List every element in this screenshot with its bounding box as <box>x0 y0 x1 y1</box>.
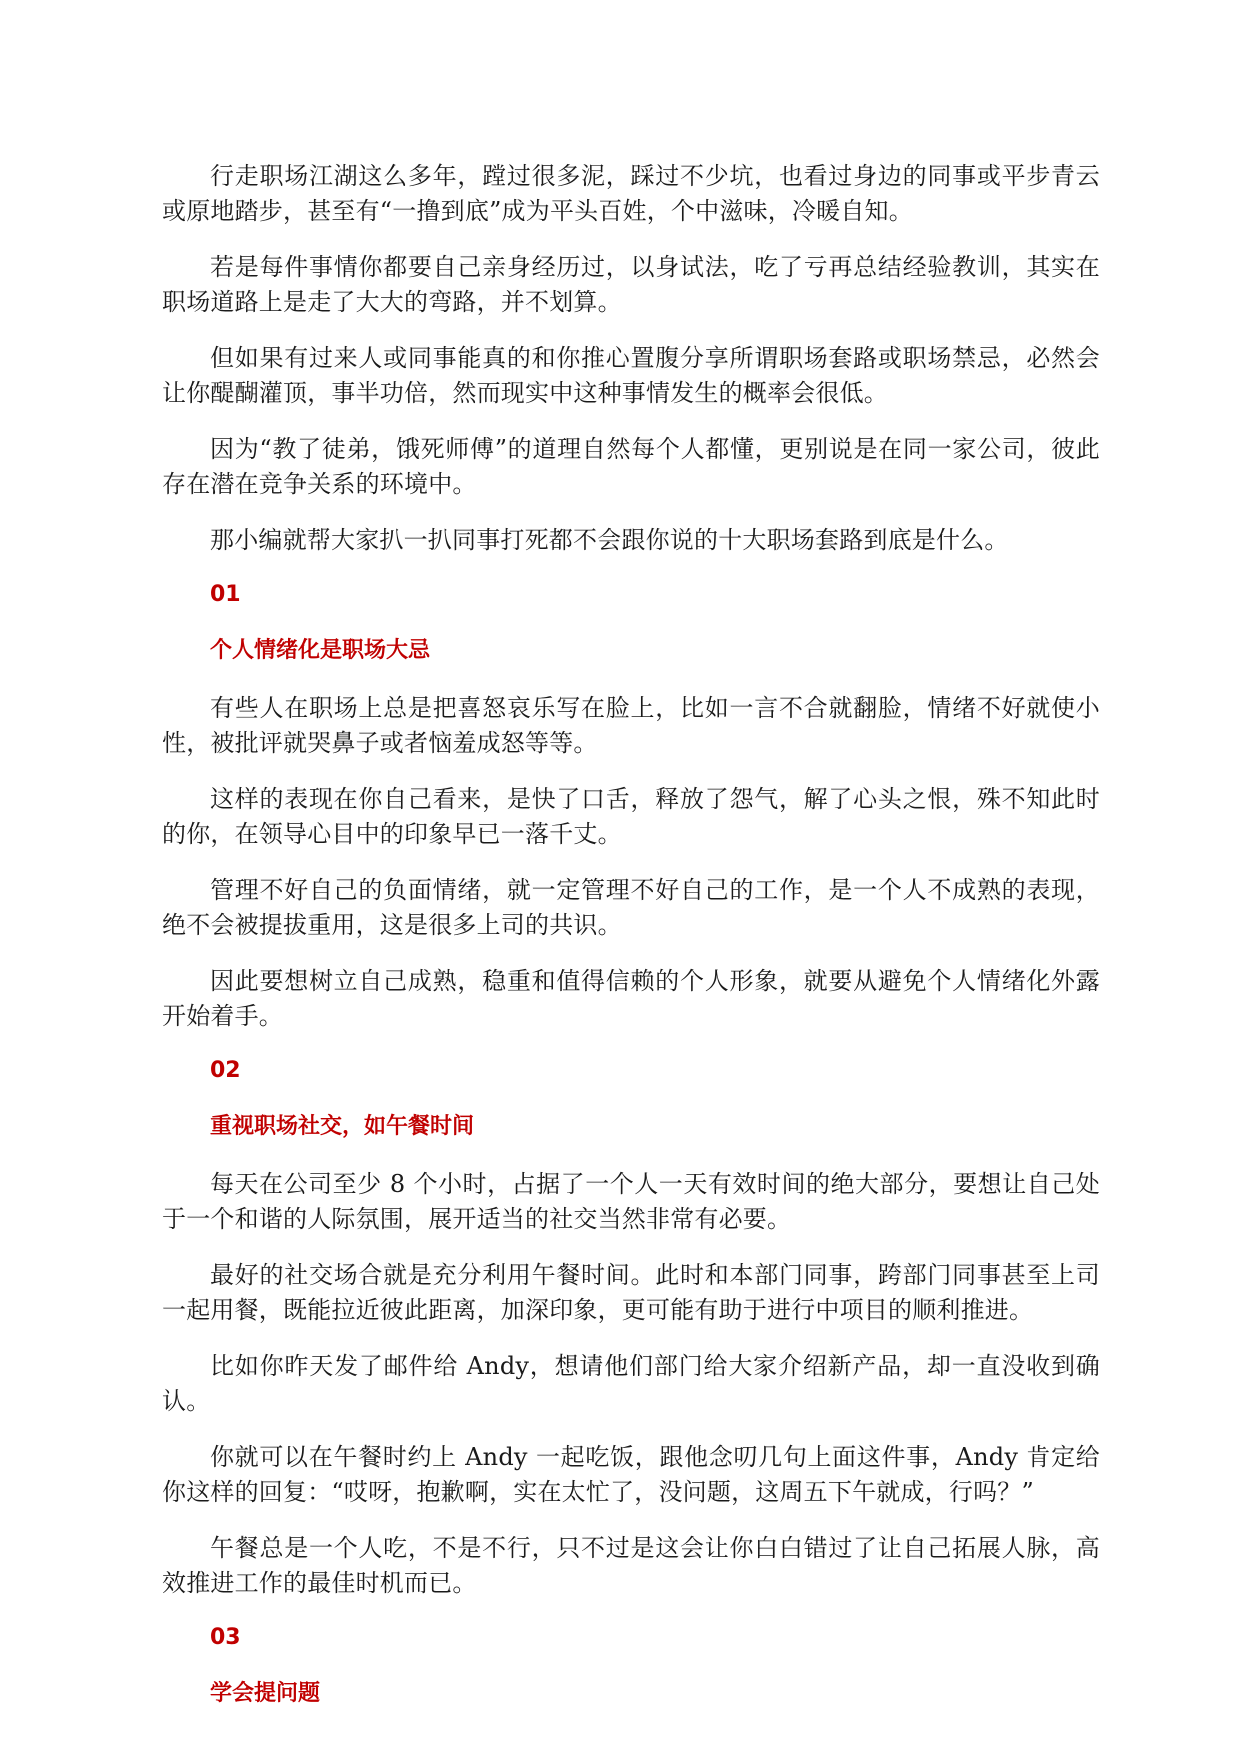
document-page <box>162 159 1100 1734</box>
section-2-paragraph-4: 你就可以在午餐时约上 Andy 一起吃饭，跟他念叨几句上面这件事，Andy 肯定给你这样的回复：“哎呀，抱歉啊，实在太忙了，没问题，这周五下午就成，行吗？” <box>162 1443 1100 1506</box>
section-3-title: 学会提问题 <box>210 1681 321 1706</box>
intro-paragraph-5: 那小编就帮大家扒一扒同事打死都不会跟你说的十大职场套路到底是什么。 <box>210 526 1009 554</box>
section-2-paragraph-2: 最好的社交场合就是充分利用午餐时间。此时和本部门同事，跨部门同事甚至上司一起用餐，既能拉近彼此距离，加深印象，更可能有助于进行中项目的顺利推进。 <box>162 1261 1100 1324</box>
section-2-title: 重视职场社交，如午餐时间 <box>210 1114 475 1139</box>
section-2-paragraph-5: 午餐总是一个人吃，不是不行，只不过是这会让你白白错过了让自己拓展人脉，高效推进工作的最佳时机而已。 <box>162 1534 1100 1597</box>
intro-paragraph-1: 行走职场江湖这么多年，蹚过很多泥，踩过不少坑，也看过身边的同事或平步青云或原地踏步，甚至有“一撸到底”成为平头百姓，个中滋味，冷暖自知。 <box>162 162 1100 225</box>
section-2-paragraph-3: 比如你昨天发了邮件给 Andy，想请他们部门给大家介绍新产品，却一直没收到确认。 <box>162 1352 1100 1415</box>
section-3-number: 03 <box>210 1625 241 1650</box>
intro-paragraph-4: 因为“教了徒弟，饿死师傅”的道理自然每个人都懂，更别说是在同一家公司，彼此存在潜在竞争关系的环境中。 <box>162 435 1100 498</box>
section-1-paragraph-2: 这样的表现在你自己看来，是快了口舌，释放了怨气，解了心头之恨，殊不知此时的你，在领导心目中的印象早已一落千丈。 <box>162 785 1100 848</box>
intro-paragraph-2: 若是每件事情你都要自己亲身经历过，以身试法，吃了亏再总结经验教训，其实在职场道路上是走了大大的弯路，并不划算。 <box>162 253 1100 316</box>
section-2-paragraph-1: 每天在公司至少 8 个小时，占据了一个人一天有效时间的绝大部分，要想让自己处于一个和谐的人际氛围，展开适当的社交当然非常有必要。 <box>162 1170 1100 1233</box>
section-1-title: 个人情绪化是职场大忌 <box>210 638 431 663</box>
section-1-paragraph-1: 有些人在职场上总是把喜怒哀乐写在脸上，比如一言不合就翻脸，情绪不好就使小性，被批评就哭鼻子或者恼羞成怒等等。 <box>162 694 1100 757</box>
section-1-number: 01 <box>210 582 241 607</box>
section-1-paragraph-4: 因此要想树立自己成熟，稳重和值得信赖的个人形象，就要从避免个人情绪化外露开始着手。 <box>162 967 1100 1030</box>
section-1-paragraph-3: 管理不好自己的负面情绪，就一定管理不好自己的工作，是一个人不成熟的表现，绝不会被提拔重用，这是很多上司的共识。 <box>162 876 1100 939</box>
intro-paragraph-3: 但如果有过来人或同事能真的和你推心置腹分享所谓职场套路或职场禁忌，必然会让你醍醐灌顶，事半功倍，然而现实中这种事情发生的概率会很低。 <box>162 344 1100 407</box>
section-2-number: 02 <box>210 1058 241 1083</box>
